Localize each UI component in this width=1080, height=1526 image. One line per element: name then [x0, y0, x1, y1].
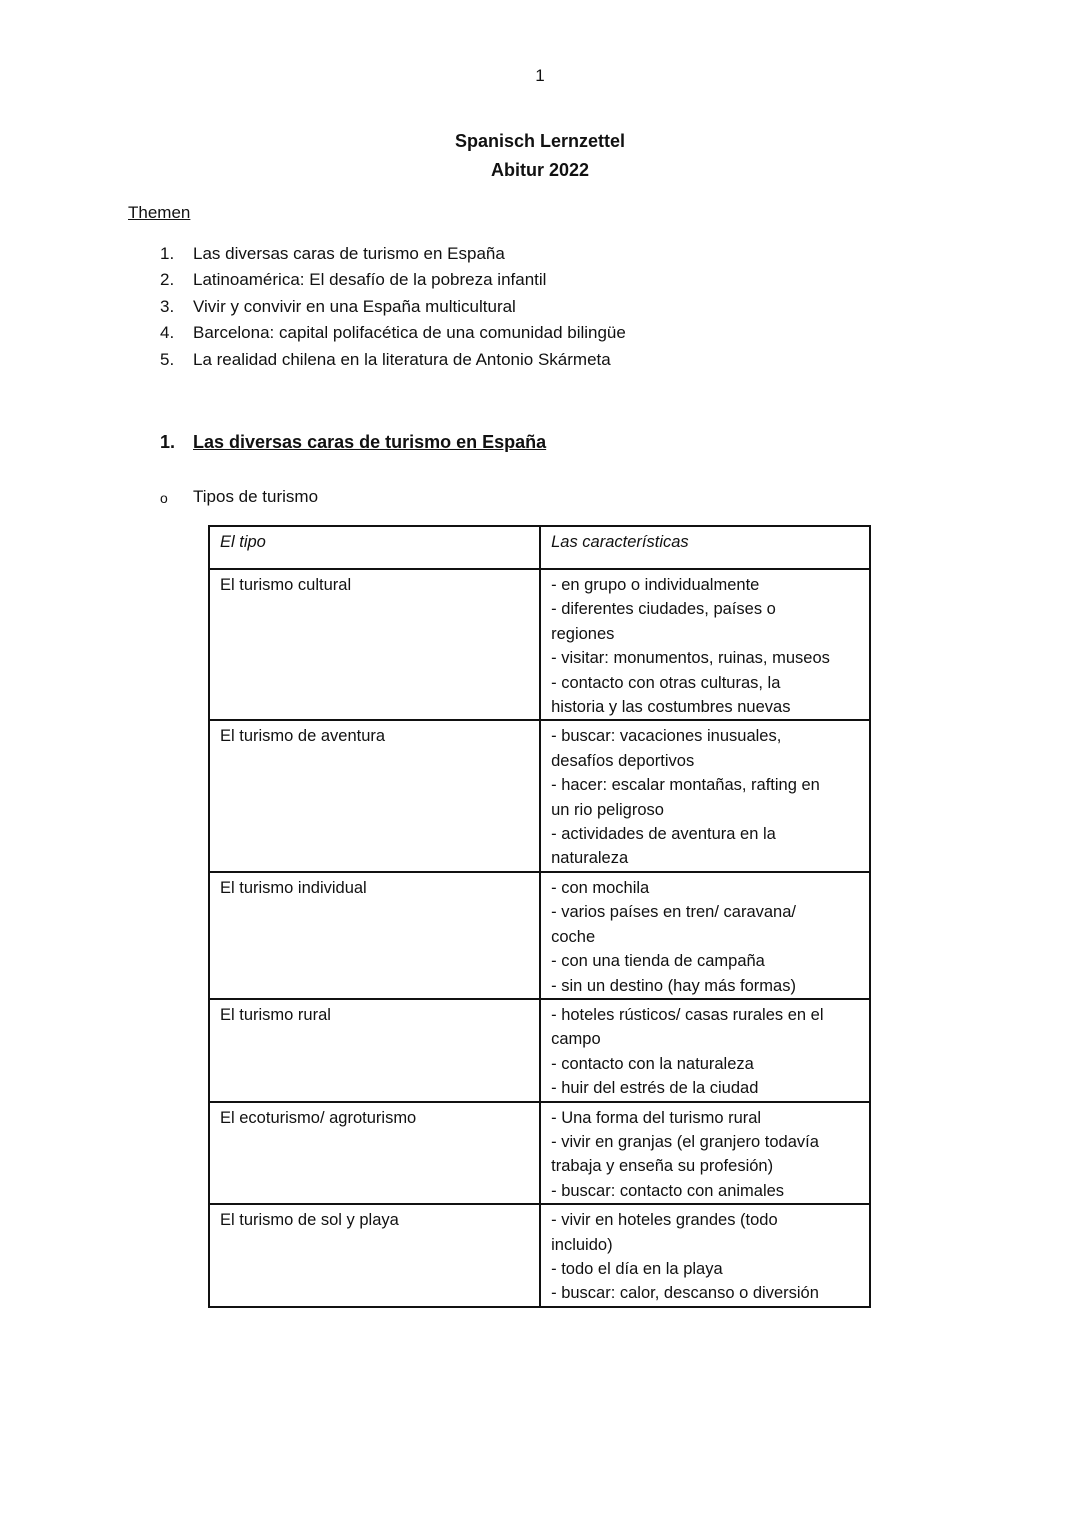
- list-text: Barcelona: capital polifacética de una comunidad bilingüe: [193, 323, 626, 343]
- table-row: [209, 872, 870, 999]
- characteristic-line: - hoteles rústicos/ casas rurales en el: [551, 1005, 824, 1024]
- tourism-types-table: [208, 525, 871, 1308]
- table-body: [209, 569, 870, 1307]
- list-item: [160, 349, 626, 375]
- characteristics-cell: [540, 1204, 870, 1307]
- characteristic-line: - sin un destino (hay más formas): [551, 976, 796, 995]
- list-text: Las diversas caras de turismo en España: [193, 244, 505, 263]
- tourism-type-cell: El ecoturismo/ agroturismo: [209, 1102, 540, 1205]
- characteristic-line: - contacto con la naturaleza: [551, 1054, 754, 1073]
- characteristic-line: - varios países en tren/ caravana/: [551, 903, 796, 922]
- characteristic-line: - vivir en granjas (el granjero todavía: [551, 1132, 819, 1151]
- characteristics-cell: [540, 569, 870, 720]
- characteristic-line: incluido): [551, 1235, 613, 1254]
- table-row: [209, 569, 870, 720]
- characteristic-line: - visitar: monumentos, ruinas, museos: [551, 649, 830, 668]
- column-header-type: El tipo: [209, 526, 540, 569]
- tourism-type-cell: El turismo rural: [209, 999, 540, 1102]
- characteristics-cell: [540, 1102, 870, 1205]
- bullet-circle-icon: o: [160, 490, 168, 506]
- table-header-row: [209, 526, 870, 569]
- page-number: 1: [535, 66, 545, 85]
- list-number: 3.: [160, 296, 175, 316]
- list-number: 1.: [160, 244, 175, 263]
- characteristic-line: trabaja y enseña su profesión): [551, 1157, 774, 1176]
- document-subtitle: Abitur 2022: [490, 160, 590, 180]
- section-title: Las diversas caras de turismo en España: [193, 432, 547, 452]
- table-row: [209, 1204, 870, 1307]
- characteristic-line: - buscar: contacto con animales: [551, 1181, 785, 1200]
- characteristic-line: - buscar: calor, descanso o diversión: [551, 1284, 819, 1303]
- characteristic-line: desafíos deportivos: [551, 751, 695, 770]
- characteristic-line: - hacer: escalar montañas, rafting en: [551, 776, 820, 795]
- characteristic-line: - con una tienda de campaña: [551, 952, 765, 971]
- characteristic-line: - buscar: vacaciones inusuales,: [551, 727, 782, 746]
- bullet-item: [160, 487, 318, 509]
- section-heading: [160, 432, 546, 453]
- characteristic-line: campo: [551, 1030, 601, 1049]
- characteristic-line: historia y las costumbres nuevas: [551, 698, 791, 717]
- list-number: 4.: [160, 323, 175, 343]
- characteristic-line: - diferentes ciudades, países o: [551, 600, 776, 619]
- list-text: Vivir y convivir en una España multicultural: [193, 296, 516, 316]
- characteristic-line: un rio peligroso: [551, 800, 664, 819]
- characteristic-line: - contacto con otras culturas, la: [551, 673, 781, 692]
- characteristic-line: - con mochila: [551, 878, 650, 897]
- table-row: [209, 720, 870, 871]
- list-text: La realidad chilena en la literatura de Antonio Skármeta: [193, 349, 611, 369]
- table-row: [209, 1102, 870, 1205]
- characteristic-line: - todo el día en la playa: [551, 1259, 723, 1278]
- characteristics-cell: [540, 999, 870, 1102]
- tourism-type-cell: El turismo de aventura: [209, 720, 540, 871]
- themen-label: Themen: [128, 203, 191, 222]
- tourism-type-cell: El turismo de sol y playa: [209, 1204, 540, 1307]
- bullet-text: Tipos de turismo: [193, 487, 319, 506]
- characteristic-line: - Una forma del turismo rural: [551, 1108, 762, 1127]
- list-text: Latinoamérica: El desafío de la pobreza infantil: [193, 270, 547, 290]
- characteristics-cell: [540, 720, 870, 871]
- characteristic-line: naturaleza: [551, 849, 629, 868]
- document-title: Spanisch Lernzettel: [454, 131, 626, 151]
- list-number: 5.: [160, 349, 175, 369]
- characteristic-line: - actividades de aventura en la: [551, 825, 776, 844]
- characteristic-line: - vivir en hoteles grandes (todo: [551, 1211, 778, 1230]
- column-header-characteristics: Las características: [540, 526, 870, 569]
- list-item: [160, 269, 626, 295]
- characteristics-cell: [540, 872, 870, 999]
- characteristic-line: - en grupo o individualmente: [551, 576, 760, 594]
- list-number: 2.: [160, 270, 175, 290]
- list-item: [160, 322, 626, 348]
- tourism-type-cell: El turismo cultural: [209, 569, 540, 720]
- section-number: 1.: [160, 432, 176, 452]
- list-item: [160, 296, 626, 322]
- characteristic-line: regiones: [551, 624, 615, 643]
- topics-list: [160, 243, 626, 375]
- characteristic-line: coche: [551, 927, 596, 946]
- characteristic-line: - huir del estrés de la ciudad: [551, 1079, 759, 1098]
- table-row: [209, 999, 870, 1102]
- tourism-type-cell: El turismo individual: [209, 872, 540, 999]
- list-item: [160, 243, 626, 269]
